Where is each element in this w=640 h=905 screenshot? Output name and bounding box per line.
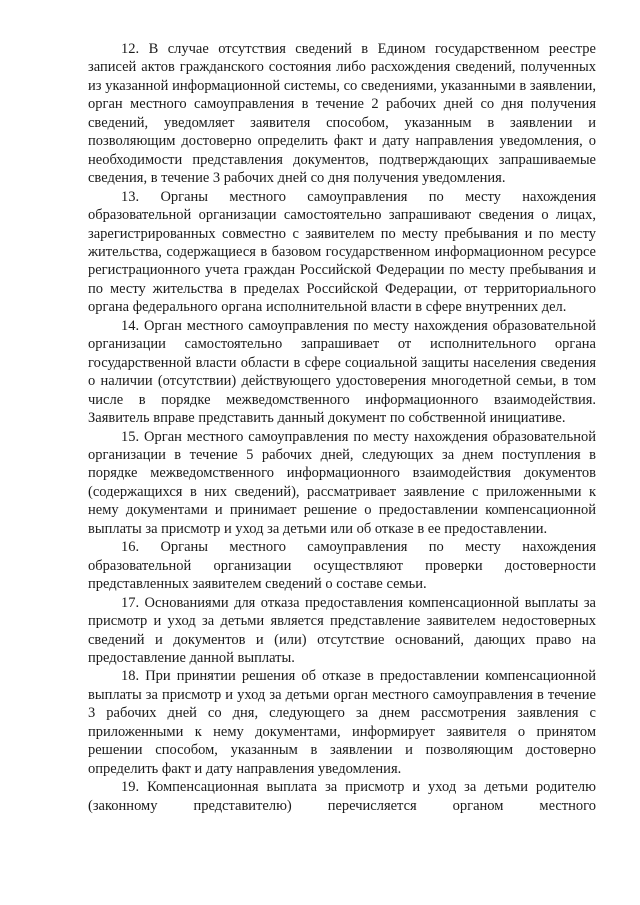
paragraph-15: 15. Орган местного самоуправления по месту нахождения образовательной организации в течение 5 рабочих дней, следующих за днем поступления в порядке межведомственного информационного взаимодействия документов (содержащихся в них сведений), рассматривает заявление с приложенными к нему документами и принимает решение о предоставлении компенсационной выплаты за присмотр и уход за детьми или об отказе в ее предоставлении. xyxy=(88,428,596,537)
paragraph-13: 13. Органы местного самоуправления по месту нахождения образовательной организации самостоятельно запрашивают сведения о лицах, зарегистрированных совместно с заявителем по месту пребывания и по месту жительства, содержащиеся в базовом государственном информационном ресурсе регистрационного учета граждан Российской Федерации по месту пребывания и по месту жительства в пределах Российской Федерации, от территориального органа федерального органа исполнительной власти в сфере внутренних дел. xyxy=(88,188,596,316)
paragraph-12: 12. В случае отсутствия сведений в Едином государственном реестре записей актов гражданского состояния либо расхождения сведений, полученных из указанной информационной системы, со сведениями, указанными в заявлении, орган местного самоуправления в течение 2 рабочих дней со дня получения сведений, уведомляет заявителя способом, указанным в заявлении и позволяющим достоверно определить факт и дату направления уведомления, о необходимости представления документов, подтверждающих запрашиваемые сведения, в течение 3 рабочих дней со дня получения уведомления. xyxy=(88,41,596,187)
paragraph-18: 18. При принятии решения об отказе в предоставлении компенсационной выплаты за присмотр и уход за детьми орган местного самоуправления в течение 3 рабочих дней со дня, следующего за днем рассмотрения заявления с приложенными к нему документами, информирует заявителя о принятом решении способом, указанным в заявлении и позволяющим достоверно определить факт и дату направления уведомления. xyxy=(88,668,596,777)
paragraph-16: 16. Органы местного самоуправления по месту нахождения образовательной организации осуществляют проверки достоверности представленных заявителем сведений о составе семьи. xyxy=(88,539,596,593)
paragraph-19: 19. Компенсационная выплата за присмотр и уход за детьми родителю (законному представителю) перечисляется органом местного xyxy=(88,779,596,814)
paragraph-17: 17. Основаниями для отказа предоставления компенсационной выплаты за присмотр и уход за детьми является представление заявителем недостоверных сведений и документов и (или) отсутствие оснований, дающих право на предоставление данной выплаты. xyxy=(88,594,596,666)
paragraph-14: 14. Орган местного самоуправления по месту нахождения образовательной организации самостоятельно запрашивает от исполнительного органа государственной власти области в сфере социальной защиты населения сведения о наличии (отсутствии) действующего удостоверения многодетной семьи, в том числе в порядке межведомственного информационного взаимодействия. Заявитель вправе представить данный документ по собственной инициативе. xyxy=(88,317,596,427)
document-page xyxy=(88,40,596,815)
